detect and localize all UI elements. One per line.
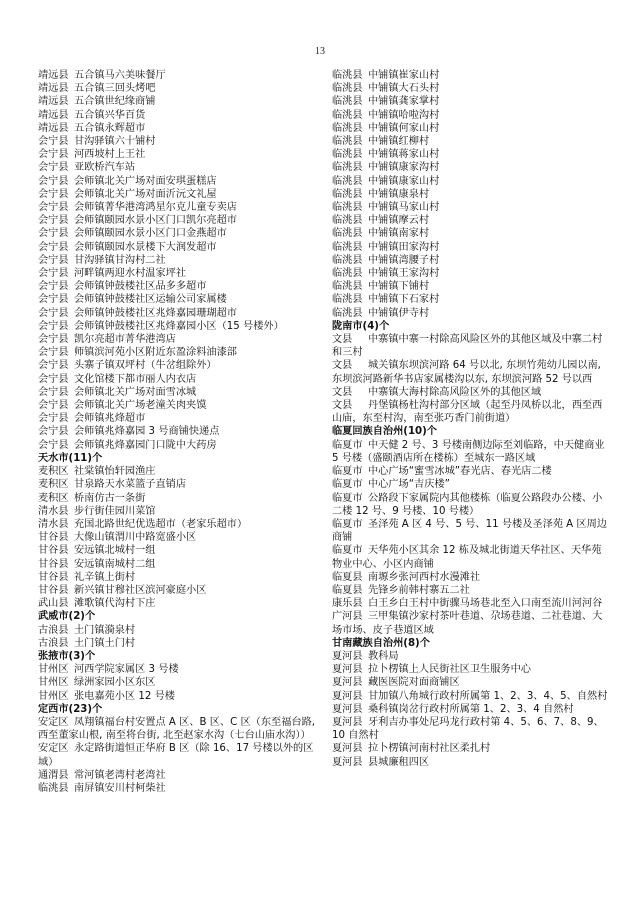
list-entry [38, 307, 318, 320]
list-entry [38, 293, 318, 306]
place-name: 五合镇三回头烤吧 [74, 83, 156, 95]
place-name: 河西坡村上王社 [74, 149, 146, 161]
place-name: 会师镇北关广场对面沂沅文礼屋 [74, 188, 217, 200]
list-entry [332, 544, 608, 570]
county-name: 广河县 [332, 611, 363, 623]
county-name: 临洮县 [332, 294, 363, 306]
county-name: 临夏市 [332, 479, 363, 491]
place-name: 亚欧桥汽车站 [74, 162, 136, 174]
county-name: 会宁县 [38, 307, 69, 319]
list-entry [332, 175, 608, 188]
place-name: 牙利吉办事处尼玛龙行政村第 4、5、6、7、8、9、10 自然村 [332, 716, 604, 742]
place-name: 会师镇兆烽超市 [74, 413, 146, 425]
list-entry [332, 241, 608, 254]
list-entry [38, 399, 318, 412]
place-name: 甘沟驿镇六十铺村 [74, 136, 156, 148]
county-name: 会宁县 [38, 268, 69, 280]
list-entry [38, 558, 318, 571]
list-entry [332, 280, 608, 293]
place-name: 头寨子镇双坪村（牛岔组除外） [74, 360, 217, 372]
list-entry [38, 82, 318, 95]
list-entry [38, 241, 318, 254]
list-entry [332, 584, 608, 597]
place-name: 先锋乡前韩村寨五二社 [368, 584, 470, 596]
list-entry [38, 135, 318, 148]
place-name: 步行街佳园川菜馆 [74, 505, 156, 517]
county-name: 会宁县 [38, 320, 69, 332]
county-name: 会宁县 [38, 334, 69, 346]
county-name: 安定区 [38, 716, 69, 728]
place-name: 滩歌镇代沟村下庄 [74, 598, 156, 610]
list-entry [332, 201, 608, 214]
county-name: 会宁县 [38, 241, 69, 253]
county-name: 会宁县 [38, 360, 69, 372]
list-entry [38, 690, 318, 703]
place-name: 土门镇漪泉村 [74, 624, 136, 636]
right-column [332, 69, 608, 769]
county-name: 靖远县 [38, 70, 69, 81]
place-name: 中心广场“蜜雪冰城”春光店、春光店二楼 [368, 466, 552, 478]
county-name: 会宁县 [38, 188, 69, 200]
list-entry [332, 148, 608, 161]
section-heading: 定西市(23)个 [38, 703, 103, 715]
list-entry [38, 505, 318, 518]
county-name: 临洮县 [332, 70, 363, 81]
list-entry [38, 465, 318, 478]
place-name: 中铺镇哈啦沟村 [368, 109, 440, 121]
place-name: 城关镇东坝滨河路 64 号以北, 东坝竹苑幼儿园以南, 东坝滨河路新华书店家属楼沟以东, 东坝滨河路 52 号以西 [332, 360, 601, 385]
county-name: 会宁县 [38, 386, 69, 398]
list-entry [38, 267, 318, 280]
place-name: 会师镇兆烽嘉园 3 号商铺快递点 [74, 426, 220, 438]
place-name: 公路段下家属院内其他楼栋（临夏公路段办公楼、小二楼 12 号、9 号楼、10 号楼） [332, 492, 603, 517]
list-entry [38, 478, 318, 491]
section-heading: 天水市(11)个 [38, 452, 103, 464]
county-name: 清水县 [38, 518, 69, 530]
list-entry [332, 742, 608, 755]
county-name: 临洮县 [332, 228, 363, 240]
place-name: 中铺镇王家沟村 [368, 268, 440, 280]
list-entry [38, 333, 318, 346]
county-name: 甘州区 [38, 690, 69, 702]
list-entry [38, 637, 318, 650]
county-name: 甘谷县 [38, 545, 69, 557]
county-name: 临夏市 [332, 466, 363, 478]
list-entry [38, 122, 318, 135]
county-name: 文县 [332, 334, 353, 346]
list-entry [38, 175, 318, 188]
place-name: 南屏镇安川村柯柴社 [74, 782, 166, 794]
place-name: 凤翔镇福台村安置点 A 区、B 区、C 区（东至福台路, 西至董家山根, 南至将台街, 北至赵家水沟（七台山庙水沟）） [38, 716, 316, 742]
county-name: 会宁县 [38, 413, 69, 425]
place-name: 中铺镇伊寺村 [368, 307, 430, 319]
list-entry [332, 267, 608, 280]
place-name: 会师镇北关广场老潼关肉夹馍 [74, 400, 207, 412]
place-name: 天华苑小区其余 12 栋及城北街道天华社区、天华苑物业中心、小区内商铺 [332, 545, 602, 570]
list-entry [332, 227, 608, 240]
county-name: 麦积区 [38, 479, 69, 491]
county-name: 文县 [332, 400, 353, 412]
list-entry [38, 346, 318, 359]
list-entry [38, 227, 318, 240]
county-name: 夏河县 [332, 677, 363, 689]
county-name: 临洮县 [332, 281, 363, 293]
place-name: 中铺镇康家沟村 [368, 162, 440, 174]
county-name: 甘谷县 [38, 532, 69, 544]
list-entry [38, 624, 318, 637]
county-name: 临洮县 [332, 136, 363, 148]
place-name: 永定路街道恒正华府 B 区（除 16、17 号楼以外的区域） [38, 743, 314, 768]
county-name: 会宁县 [38, 439, 69, 451]
list-entry [38, 201, 318, 214]
place-name: 中铺镇下铺村 [368, 281, 430, 293]
place-name: 五合镇马六美味餐厅 [74, 70, 166, 81]
county-name: 临夏市 [332, 492, 363, 504]
place-name: 桥南仿古一条街 [74, 492, 146, 504]
county-name: 临夏市 [332, 439, 363, 451]
county-name: 会宁县 [38, 373, 69, 385]
list-entry [332, 135, 608, 148]
place-name: 会师镇钟鼓楼社区运输公司家属楼 [74, 294, 227, 306]
place-name: 安远镇北城村一组 [74, 545, 156, 557]
county-name: 会宁县 [38, 347, 69, 359]
section-heading: 陇南市(4)个 [332, 320, 390, 332]
county-name: 夏河县 [332, 716, 363, 728]
place-name: 会师镇北关广场对面雪冰城 [74, 386, 197, 398]
county-name: 临洮县 [332, 202, 363, 214]
county-name: 靖远县 [38, 96, 69, 108]
list-entry [38, 425, 318, 438]
list-entry [38, 69, 318, 82]
list-entry [38, 214, 318, 227]
place-name: 中铺镇康家山村 [368, 175, 440, 187]
place-name: 安远镇南城村二组 [74, 558, 156, 570]
list-entry [332, 439, 608, 465]
county-name: 甘谷县 [38, 558, 69, 570]
county-name: 夏河县 [332, 650, 363, 662]
county-name: 通渭县 [38, 769, 69, 781]
list-entry [38, 280, 318, 293]
place-name: 五合镇世纪缘商铺 [74, 96, 156, 108]
place-name: 中铺镇田家沟村 [368, 241, 440, 253]
place-name: 三甲集镇沙家村茶叶巷道、尕场巷道、二社巷道、大场市场、皮子巷道区域 [332, 611, 603, 636]
county-name: 会宁县 [38, 162, 69, 174]
list-entry [38, 148, 318, 161]
county-name: 会宁县 [38, 254, 69, 266]
list-entry [332, 478, 608, 491]
list-entry [332, 676, 608, 689]
section-heading: 武威市(2)个 [38, 611, 96, 623]
place-name: 桑科镇岗岔行政村所属第 1、2、3、4 自然村 [368, 703, 574, 715]
list-entry [332, 492, 608, 518]
page-number: 13 [315, 46, 325, 57]
list-entry [332, 716, 608, 742]
county-name: 甘谷县 [38, 571, 69, 583]
list-entry [332, 518, 608, 544]
place-name: 会师镇颐园水景楼下大润发超市 [74, 241, 217, 253]
county-name: 会宁县 [38, 294, 69, 306]
county-name: 靖远县 [38, 109, 69, 121]
left-column [38, 69, 318, 795]
list-entry [38, 161, 318, 174]
place-name: 中铺镇康泉村 [368, 188, 430, 200]
county-name: 临夏县 [332, 584, 363, 596]
place-name: 中铺镇何家山村 [368, 122, 440, 134]
place-name: 拉卜楞镇河南村社区柔扎村 [368, 743, 491, 755]
list-entry [38, 412, 318, 425]
place-name: 中铺镇南家村 [368, 228, 430, 240]
county-name: 甘谷县 [38, 584, 69, 596]
list-entry [332, 399, 608, 425]
list-entry [332, 756, 608, 769]
list-entry [38, 188, 318, 201]
place-name: 会师镇钟鼓楼社区兆烽嘉园珊瑚超市 [74, 307, 237, 319]
county-name: 临洮县 [332, 254, 363, 266]
list-entry [332, 161, 608, 174]
list-entry [332, 69, 608, 82]
county-name: 临洮县 [332, 122, 363, 134]
place-name: 师镇滨河苑小区附近东盈涂料油漆部 [74, 347, 237, 359]
place-name: 中铺镇湾腰子村 [368, 254, 440, 266]
place-name: 中铺镇龚家掌村 [368, 96, 440, 108]
list-entry [38, 544, 318, 557]
place-name: 文化馆楼下都市丽人内衣店 [74, 373, 197, 385]
place-name: 凯尔亮超市菁华港湾店 [74, 334, 176, 346]
list-entry [332, 333, 608, 359]
place-name: 会师镇钟鼓楼社区品多多超市 [74, 281, 207, 293]
list-entry [38, 386, 318, 399]
list-entry [38, 95, 318, 108]
place-name: 丹堡镇杨杜沟村部分区域（起至丹凤桥以北，西至西山庙，东至村沟，南至张巧香门前街道） [332, 400, 603, 425]
place-name: 河畔镇两迎水村温家坪社 [74, 268, 187, 280]
county-name: 临洮县 [332, 307, 363, 319]
place-name: 中铺镇大石头村 [368, 83, 440, 95]
list-entry [332, 307, 608, 320]
list-entry [38, 716, 318, 742]
county-name: 康乐县 [332, 598, 363, 610]
place-name: 甘沟驿镇甘沟村二社 [74, 254, 166, 266]
county-name: 会宁县 [38, 136, 69, 148]
list-entry [332, 386, 608, 399]
place-name: 五合镇兴华百货 [74, 109, 146, 121]
county-name: 会宁县 [38, 149, 69, 161]
county-name: 会宁县 [38, 281, 69, 293]
list-entry [38, 439, 318, 452]
place-name: 中铺镇下石家村 [368, 294, 440, 306]
county-name: 会宁县 [38, 400, 69, 412]
list-entry [38, 676, 318, 689]
place-name: 土门镇土门村 [74, 637, 136, 649]
list-entry [332, 597, 608, 610]
list-entry [332, 690, 608, 703]
county-name: 武山县 [38, 598, 69, 610]
county-name: 临夏市 [332, 518, 363, 530]
section-heading: 临夏回族自治州(10)个 [332, 426, 437, 438]
county-name: 会宁县 [38, 175, 69, 187]
county-name: 临洮县 [332, 149, 363, 161]
section-heading: 甘南藏族自治州(8)个 [332, 637, 430, 649]
list-entry [332, 109, 608, 122]
list-entry [38, 597, 318, 610]
county-name: 临夏县 [332, 571, 363, 583]
list-entry [38, 109, 318, 122]
place-name: 中天健 2 号、3 号楼南侧边际至刘临路，中天健商业 5 号楼（盛颐酒店所在楼栋）至城东一路区域 [332, 439, 605, 464]
list-entry [38, 518, 318, 531]
place-name: 白王乡白王村中街骤马场巷北至入口南至流川河河谷 [368, 598, 603, 610]
place-name: 甘加镇八角城行政村所属第 1、2、3、4、5、自然村 [368, 690, 608, 702]
place-name: 中铺镇摩云村 [368, 215, 430, 227]
place-name: 会师镇北关广场对面安琪蛋糕店 [74, 175, 217, 187]
place-name: 中铺镇蒋家山村 [368, 149, 440, 161]
list-entry [38, 769, 318, 782]
place-name: 大像山镇渭川中路宽盛小区 [74, 532, 197, 544]
list-entry [332, 82, 608, 95]
county-name: 会宁县 [38, 202, 69, 214]
county-name: 临洮县 [332, 268, 363, 280]
place-name: 甘泉路天水菜篮子直销店 [74, 479, 187, 491]
list-entry [38, 359, 318, 372]
county-name: 临洮县 [332, 83, 363, 95]
county-name: 甘州区 [38, 677, 69, 689]
county-name: 夏河县 [332, 664, 363, 676]
county-name: 会宁县 [38, 426, 69, 438]
county-name: 会宁县 [38, 215, 69, 227]
county-name: 临洮县 [38, 782, 69, 794]
list-entry [38, 571, 318, 584]
list-entry [332, 571, 608, 584]
county-name: 安定区 [38, 743, 69, 755]
place-name: 中铺镇崔家山村 [368, 70, 440, 81]
list-entry [332, 650, 608, 663]
county-name: 临洮县 [332, 96, 363, 108]
place-name: 会师镇颐园水景小区门口金燕超市 [74, 228, 227, 240]
place-name: 中寨镇大海村除高风险区外的其他区域 [368, 386, 542, 398]
place-name: 会师镇钟鼓楼社区兆烽嘉园小区（15 号楼外） [74, 320, 284, 332]
place-name: 中心广场“吉庆楼” [368, 479, 450, 491]
list-entry [38, 373, 318, 386]
county-name: 夏河县 [332, 703, 363, 715]
section-heading: 张掖市(3)个 [38, 650, 96, 662]
place-name: 圣泽苑 A 区 4 号、5 号、11 号楼及圣泽苑 A 区周边商铺 [332, 518, 607, 544]
place-name: 会师镇颐园水景小区门口凯尔亮超市 [74, 215, 237, 227]
place-name: 中寨镇中寨一村除高风险区外的其他区域及中寨二村和三村 [332, 334, 603, 359]
list-entry [38, 254, 318, 267]
county-name: 麦积区 [38, 492, 69, 504]
place-name: 五合镇永辉超市 [74, 122, 146, 134]
list-entry [332, 610, 608, 636]
place-name: 南塬乡张河西村水漫滩社 [368, 571, 481, 583]
county-name: 临洮县 [332, 109, 363, 121]
place-name: 中铺镇红柳村 [368, 136, 430, 148]
place-name: 充国北路世纪优选超市（老家乐超市） [74, 518, 248, 530]
list-entry [38, 320, 318, 333]
place-name: 常河镇老湾村老湾社 [74, 769, 166, 781]
place-name: 社棠镇怡轩园渔庄 [74, 466, 156, 478]
list-entry [332, 95, 608, 108]
place-name: 礼辛镇上街村 [74, 571, 136, 583]
list-entry [38, 742, 318, 768]
county-name: 靖远县 [38, 83, 69, 95]
list-entry [332, 703, 608, 716]
county-name: 文县 [332, 360, 353, 372]
county-name: 夏河县 [332, 756, 363, 768]
county-name: 夏河县 [332, 743, 363, 755]
county-name: 古浪县 [38, 624, 69, 636]
place-name: 会师镇菁华港湾鸿星尔克儿童专卖店 [74, 202, 237, 214]
list-entry [332, 293, 608, 306]
county-name: 甘州区 [38, 664, 69, 676]
place-name: 会师镇兆烽嘉园门口陇中大药房 [74, 439, 217, 451]
county-name: 临洮县 [332, 188, 363, 200]
place-name: 绿洲家园小区东区 [74, 677, 156, 689]
list-entry [332, 254, 608, 267]
list-entry [332, 214, 608, 227]
place-name: 拉卜楞镇上人民街社区卫生服务中心 [368, 664, 531, 676]
county-name: 古浪县 [38, 637, 69, 649]
list-entry [332, 465, 608, 478]
place-name: 教科局 [368, 650, 399, 662]
place-name: 县城廉租四区 [368, 756, 430, 768]
county-name: 临洮县 [332, 241, 363, 253]
county-name: 麦积区 [38, 466, 69, 478]
list-entry [38, 531, 318, 544]
county-name: 临洮县 [332, 215, 363, 227]
county-name: 夏河县 [332, 690, 363, 702]
county-name: 临洮县 [332, 175, 363, 187]
list-entry [38, 584, 318, 597]
county-name: 文县 [332, 386, 353, 398]
county-name: 会宁县 [38, 228, 69, 240]
place-name: 藏医医院对面商铺区 [368, 677, 460, 689]
list-entry [332, 188, 608, 201]
list-entry [38, 492, 318, 505]
county-name: 靖远县 [38, 122, 69, 134]
list-entry [332, 122, 608, 135]
list-entry [332, 663, 608, 676]
place-name: 河西学院家属区 3 号楼 [74, 664, 179, 676]
county-name: 临夏市 [332, 545, 363, 557]
place-name: 中铺镇马家山村 [368, 202, 440, 214]
place-name: 新兴镇甘穆社区滨河豪庭小区 [74, 584, 207, 596]
county-name: 临洮县 [332, 162, 363, 174]
list-entry [38, 663, 318, 676]
county-name: 清水县 [38, 505, 69, 517]
place-name: 张电嘉苑小区 12 号楼 [74, 690, 175, 702]
list-entry [332, 359, 608, 385]
list-entry [38, 782, 318, 795]
